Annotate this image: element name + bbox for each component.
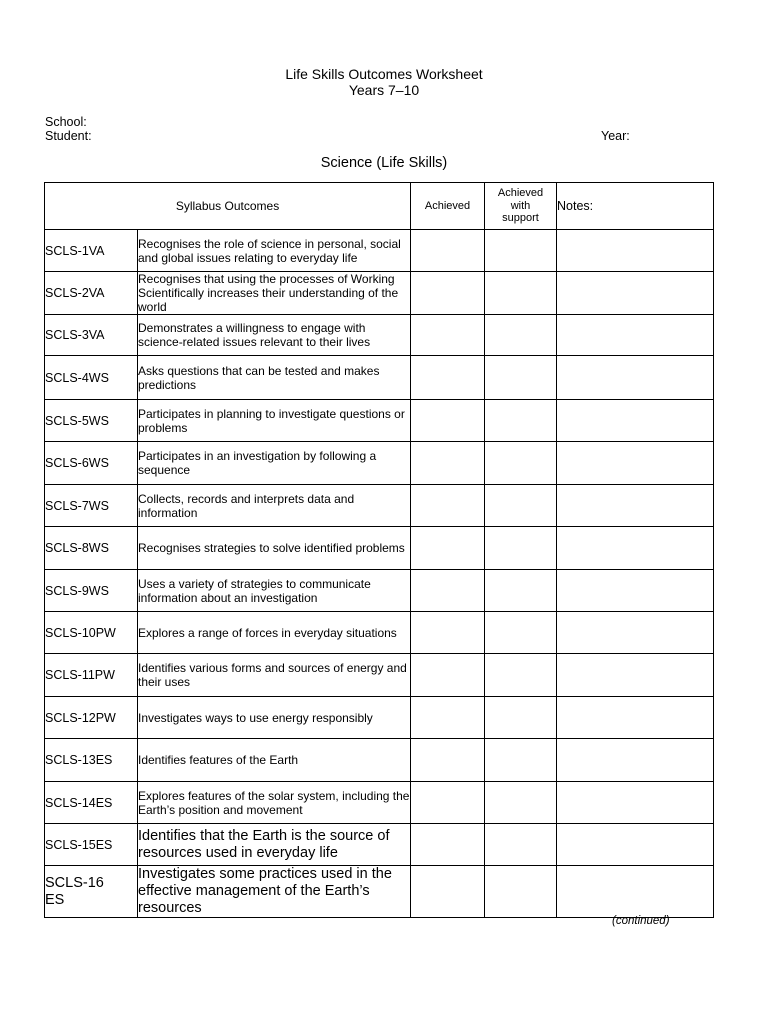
header-notes: Notes: <box>557 183 714 230</box>
section-title: Science (Life Skills) <box>320 155 448 171</box>
outcome-description: Identifies that the Earth is the source of resources used in everyday life <box>138 824 411 866</box>
achieved-cell[interactable] <box>411 230 485 272</box>
achieved-cell[interactable] <box>411 485 485 527</box>
outcome-code: SCLS-8WS <box>45 527 138 570</box>
achieved-cell[interactable] <box>411 824 485 866</box>
achieved-with-support-cell[interactable] <box>485 782 557 824</box>
achieved-cell[interactable] <box>411 315 485 356</box>
header-achieved-with-support-text: Achieved with support <box>497 187 544 225</box>
achieved-cell[interactable] <box>411 654 485 697</box>
outcome-code: SCLS-5WS <box>45 400 138 442</box>
outcome-code: SCLS-4WS <box>45 356 138 400</box>
outcome-code: SCLS-12PW <box>45 697 138 739</box>
achieved-with-support-cell[interactable] <box>485 824 557 866</box>
outcome-code: SCLS-6WS <box>45 442 138 485</box>
achieved-with-support-cell[interactable] <box>485 866 557 918</box>
outcome-description: Investigates ways to use energy responsibly <box>138 697 411 739</box>
outcome-description: Recognises the role of science in personal, social and global issues relating to everyday life <box>138 230 411 272</box>
header-achieved-with-support <box>485 183 557 230</box>
table-row <box>45 485 714 527</box>
outcome-description: Asks questions that can be tested and makes predictions <box>138 356 411 400</box>
notes-cell[interactable] <box>557 315 714 356</box>
achieved-with-support-cell[interactable] <box>485 272 557 315</box>
achieved-with-support-cell[interactable] <box>485 485 557 527</box>
outcome-code: SCLS-11PW <box>45 654 138 697</box>
notes-cell[interactable] <box>557 400 714 442</box>
table-row <box>45 356 714 400</box>
outcome-description: Participates in an investigation by following a sequence <box>138 442 411 485</box>
achieved-cell[interactable] <box>411 697 485 739</box>
achieved-with-support-cell[interactable] <box>485 356 557 400</box>
outcome-description: Collects, records and interprets data and information <box>138 485 411 527</box>
achieved-with-support-cell[interactable] <box>485 230 557 272</box>
achieved-with-support-cell[interactable] <box>485 400 557 442</box>
table-row <box>45 866 714 918</box>
outcome-code: SCLS-15ES <box>45 824 138 866</box>
notes-cell[interactable] <box>557 527 714 570</box>
table-row <box>45 570 714 612</box>
notes-cell[interactable] <box>557 739 714 782</box>
notes-cell[interactable] <box>557 442 714 485</box>
notes-cell[interactable] <box>557 485 714 527</box>
outcome-code: SCLS-7WS <box>45 485 138 527</box>
table-row <box>45 612 714 654</box>
achieved-cell[interactable] <box>411 739 485 782</box>
achieved-cell[interactable] <box>411 570 485 612</box>
table-row <box>45 400 714 442</box>
outcome-description: Recognises strategies to solve identified problems <box>138 527 411 570</box>
outcome-code: SCLS-10PW <box>45 612 138 654</box>
table-row <box>45 697 714 739</box>
achieved-with-support-cell[interactable] <box>485 612 557 654</box>
table-header-row <box>45 183 714 230</box>
achieved-cell[interactable] <box>411 782 485 824</box>
achieved-with-support-cell[interactable] <box>485 527 557 570</box>
table-row <box>45 442 714 485</box>
table-row <box>45 739 714 782</box>
outcome-description: Recognises that using the processes of Working Scientifically increases their understanding of the world <box>138 272 411 315</box>
outcome-code: SCLS-14ES <box>45 782 138 824</box>
outcome-description: Investigates some practices used in the effective management of the Earth’s resources <box>138 866 411 918</box>
outcomes-table <box>44 182 714 918</box>
worksheet-title: Life Skills Outcomes Worksheet <box>285 66 483 82</box>
achieved-cell[interactable] <box>411 400 485 442</box>
notes-cell[interactable] <box>557 866 714 918</box>
achieved-cell[interactable] <box>411 866 485 918</box>
header-syllabus-outcomes: Syllabus Outcomes <box>45 183 411 230</box>
continued-note: (continued) <box>612 915 670 927</box>
achieved-with-support-cell[interactable] <box>485 697 557 739</box>
notes-cell[interactable] <box>557 824 714 866</box>
achieved-cell[interactable] <box>411 527 485 570</box>
student-label: Student: <box>45 129 92 143</box>
outcome-description: Identifies various forms and sources of energy and their uses <box>138 654 411 697</box>
achieved-with-support-cell[interactable] <box>485 315 557 356</box>
achieved-cell[interactable] <box>411 356 485 400</box>
achieved-cell[interactable] <box>411 442 485 485</box>
notes-cell[interactable] <box>557 356 714 400</box>
outcome-code: SCLS-1VA <box>45 230 138 272</box>
table-row <box>45 654 714 697</box>
table-row <box>45 272 714 315</box>
outcome-description: Uses a variety of strategies to communicate information about an investigation <box>138 570 411 612</box>
table-row <box>45 230 714 272</box>
outcome-code: SCLS-9WS <box>45 570 138 612</box>
achieved-cell[interactable] <box>411 272 485 315</box>
school-label: School: <box>45 115 87 129</box>
achieved-with-support-cell[interactable] <box>485 654 557 697</box>
year-label: Year: <box>601 129 630 143</box>
notes-cell[interactable] <box>557 654 714 697</box>
notes-cell[interactable] <box>557 272 714 315</box>
header-achieved: Achieved <box>411 183 485 230</box>
table-row <box>45 527 714 570</box>
achieved-with-support-cell[interactable] <box>485 442 557 485</box>
outcome-code: SCLS-3VA <box>45 315 138 356</box>
achieved-with-support-cell[interactable] <box>485 739 557 782</box>
achieved-with-support-cell[interactable] <box>485 570 557 612</box>
outcome-code: SCLS-2VA <box>45 272 138 315</box>
outcome-description: Explores a range of forces in everyday situations <box>138 612 411 654</box>
notes-cell[interactable] <box>557 697 714 739</box>
table-row <box>45 315 714 356</box>
outcome-description: Participates in planning to investigate questions or problems <box>138 400 411 442</box>
table-row <box>45 824 714 866</box>
outcome-description: Demonstrates a willingness to engage with science-related issues relevant to their lives <box>138 315 411 356</box>
notes-cell[interactable] <box>557 230 714 272</box>
notes-cell[interactable] <box>557 612 714 654</box>
notes-cell[interactable] <box>557 782 714 824</box>
notes-cell[interactable] <box>557 570 714 612</box>
outcome-description: Explores features of the solar system, including the Earth’s position and movement <box>138 782 411 824</box>
worksheet-subtitle: Years 7–10 <box>348 82 420 98</box>
achieved-cell[interactable] <box>411 612 485 654</box>
outcome-description: Identifies features of the Earth <box>138 739 411 782</box>
outcome-code: SCLS-13ES <box>45 739 138 782</box>
table-row <box>45 782 714 824</box>
outcome-code: SCLS-16ES <box>45 866 138 918</box>
